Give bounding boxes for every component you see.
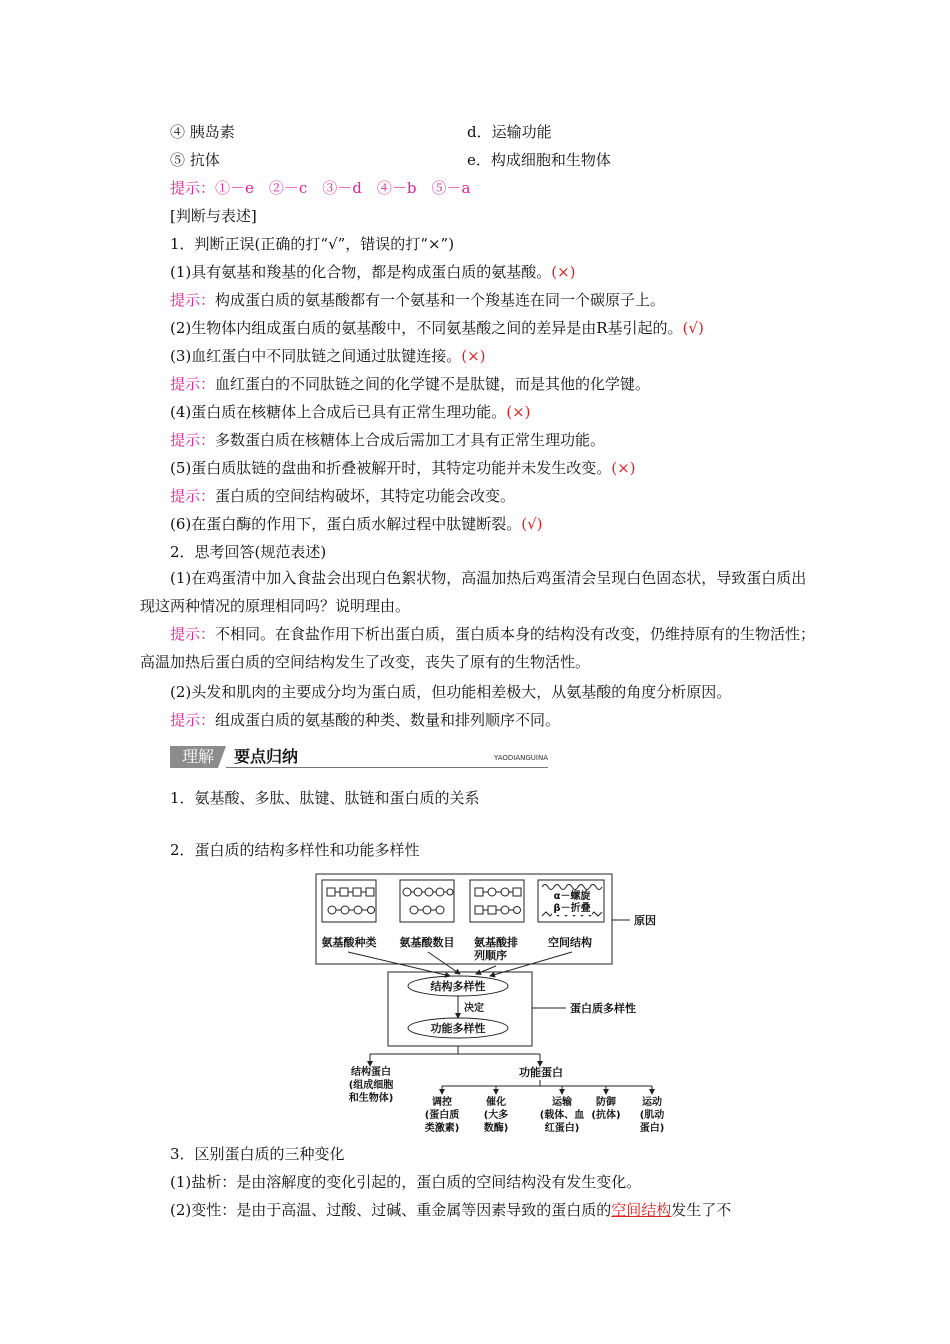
judge-item-5	[170, 458, 636, 478]
decides-label: 决定	[464, 1003, 484, 1014]
judge-item-2	[170, 318, 704, 338]
judge-item-3	[170, 346, 486, 366]
question-2-1: (1)在鸡蛋清中加入食盐会出现白色絮状物，高温加热后鸡蛋清会呈现白色固态状，导致蛋白质出现这两种情况的原理相同吗？说明理由。	[140, 569, 807, 615]
helix-label: α－螺旋	[553, 891, 591, 902]
reason-label: 原因	[634, 914, 656, 927]
hint-label: 提示：	[170, 179, 216, 197]
hint-label: 提示：	[170, 487, 216, 505]
hint-label: 提示：	[170, 431, 216, 449]
panel-3	[470, 880, 524, 922]
function-catalysis: 催化 (大多 数酶)	[483, 1097, 509, 1134]
match-right-d: d．运输功能	[467, 123, 552, 141]
question-2-2: (2)头发和肌肉的主要成分均为蛋白质，但功能相差极大，从氨基酸的角度分析原因。	[170, 683, 732, 701]
item-text: (3)血红蛋白中不同肽链之间通过肽键连接。	[170, 347, 462, 365]
banner-title: 要点归纳	[234, 747, 299, 766]
banner-rule	[226, 767, 548, 768]
point-3-1: (1)盐析：是由溶解度的变化引起的，蛋白质的空间结构没有发生变化。	[170, 1173, 642, 1191]
hint-text: 构成蛋白质的氨基酸都有一个氨基和一个羧基连在同一个碳原子上。	[215, 291, 666, 309]
text-post: 发生了不	[671, 1201, 732, 1219]
text-pre: (2)变性：是由于高温、过酸、过碱、重金属等因素导致的蛋白质的	[170, 1201, 612, 1219]
item-mark: (×)	[506, 403, 531, 421]
banner-tag: 理解	[170, 746, 226, 768]
item-mark: (×)	[611, 459, 636, 477]
hint-text: ①－e ②－c ③－d ④－b ⑤－a	[215, 179, 471, 197]
match-hint	[170, 178, 470, 198]
hint-label: 提示：	[170, 375, 216, 393]
item-text: (1)具有氨基和羧基的化合物，都是构成蛋白质的氨基酸。	[170, 263, 552, 281]
point-2: 2．蛋白质的结构多样性和功能多样性	[170, 841, 420, 859]
function-movement: 运动 (肌动 蛋白)	[639, 1097, 665, 1134]
question-2-title: 2．思考回答(规范表述)	[170, 543, 327, 561]
judge-item-6	[170, 514, 543, 534]
hint-label: 提示：	[170, 291, 216, 309]
judge-hint-1	[170, 290, 665, 310]
item-text: (4)蛋白质在核糖体上合成后已具有正常生理功能。	[170, 403, 507, 421]
structure-diversity: 结构多样性	[430, 980, 486, 993]
item-text: (5)蛋白质肽链的盘曲和折叠被解开时，其特定功能并未发生改变。	[170, 459, 612, 477]
hint-text: 不相同。在食盐作用下析出蛋白质，蛋白质本身的结构没有改变，仍维持原有的生物活性；高温加热后蛋白质的空间结构发生了改变，丧失了原有的生物活性。	[140, 625, 816, 671]
structural-protein: 结构蛋白 (组成细胞 和生物体)	[348, 1067, 394, 1104]
judge-item-1	[170, 262, 576, 282]
item-mark: (×)	[461, 347, 486, 365]
point-1: 1．氨基酸、多肽、肽键、肽链和蛋白质的关系	[170, 789, 480, 807]
judge-hint-5	[170, 486, 515, 506]
item-mark: (√)	[521, 515, 543, 533]
functional-protein: 功能蛋白	[519, 1066, 563, 1079]
hint-label: 提示：	[170, 711, 216, 729]
function-regulation: 调控 (蛋白质 类激素)	[424, 1097, 460, 1134]
cause-amino-type: 氨基酸种类	[321, 936, 377, 949]
panel-1	[322, 880, 376, 922]
banner-pinyin: YAODIANGUINA	[493, 754, 548, 762]
hint-text: 多数蛋白质在核糖体上合成后需加工才具有正常生理功能。	[215, 431, 606, 449]
section-banner	[170, 746, 548, 768]
judge-hint-4	[170, 430, 605, 450]
fill-blank: 空间结构	[611, 1201, 672, 1219]
point-3: 3．区别蛋白质的三种变化	[170, 1145, 345, 1163]
cause-spatial-structure: 空间结构	[548, 936, 592, 949]
item-text: (6)在蛋白酶的作用下，蛋白质水解过程中肽键断裂。	[170, 515, 522, 533]
question-2-1-hint	[140, 620, 818, 676]
question-1-title: 1．判断正误(正确的打“√”，错误的打“×”)	[170, 235, 455, 253]
match-left-5: ⑤ 抗体	[170, 151, 220, 169]
point-3-2	[170, 1200, 731, 1220]
item-mark: (√)	[682, 319, 704, 337]
cause-amino-order: 氨基酸排 列顺序	[474, 936, 518, 962]
function-transport: 运输 (载体、血 红蛋白)	[539, 1097, 585, 1134]
judge-header: [判断与表述]	[170, 207, 257, 225]
hint-label: 提示：	[170, 625, 216, 643]
match-right-e: e．构成细胞和生物体	[467, 151, 611, 169]
judge-hint-3	[170, 374, 650, 394]
item-mark: (×)	[551, 263, 576, 281]
match-left-4: ④ 胰岛素	[170, 123, 235, 141]
cause-amino-number: 氨基酸数目	[399, 936, 455, 949]
function-diversity: 功能多样性	[430, 1022, 486, 1035]
hint-text: 组成蛋白质的氨基酸的种类、数量和排列顺序不同。	[215, 711, 561, 729]
question-2-2-hint	[170, 710, 560, 730]
judge-item-4	[170, 402, 531, 422]
protein-diversity-diagram	[300, 868, 680, 1140]
protein-diversity-label: 蛋白质多样性	[570, 1002, 636, 1015]
item-text: (2)生物体内组成蛋白质的氨基酸中，不同氨基酸之间的差异是由R基引起的。	[170, 319, 683, 337]
hint-text: 蛋白质的空间结构破坏，其特定功能会改变。	[215, 487, 516, 505]
panel-2	[400, 880, 454, 922]
hint-text: 血红蛋白的不同肽链之间的化学键不是肽键，而是其他的化学键。	[215, 375, 651, 393]
function-defense: 防御 (抗体)	[591, 1097, 621, 1121]
sheet-label: β－折叠	[553, 903, 591, 914]
